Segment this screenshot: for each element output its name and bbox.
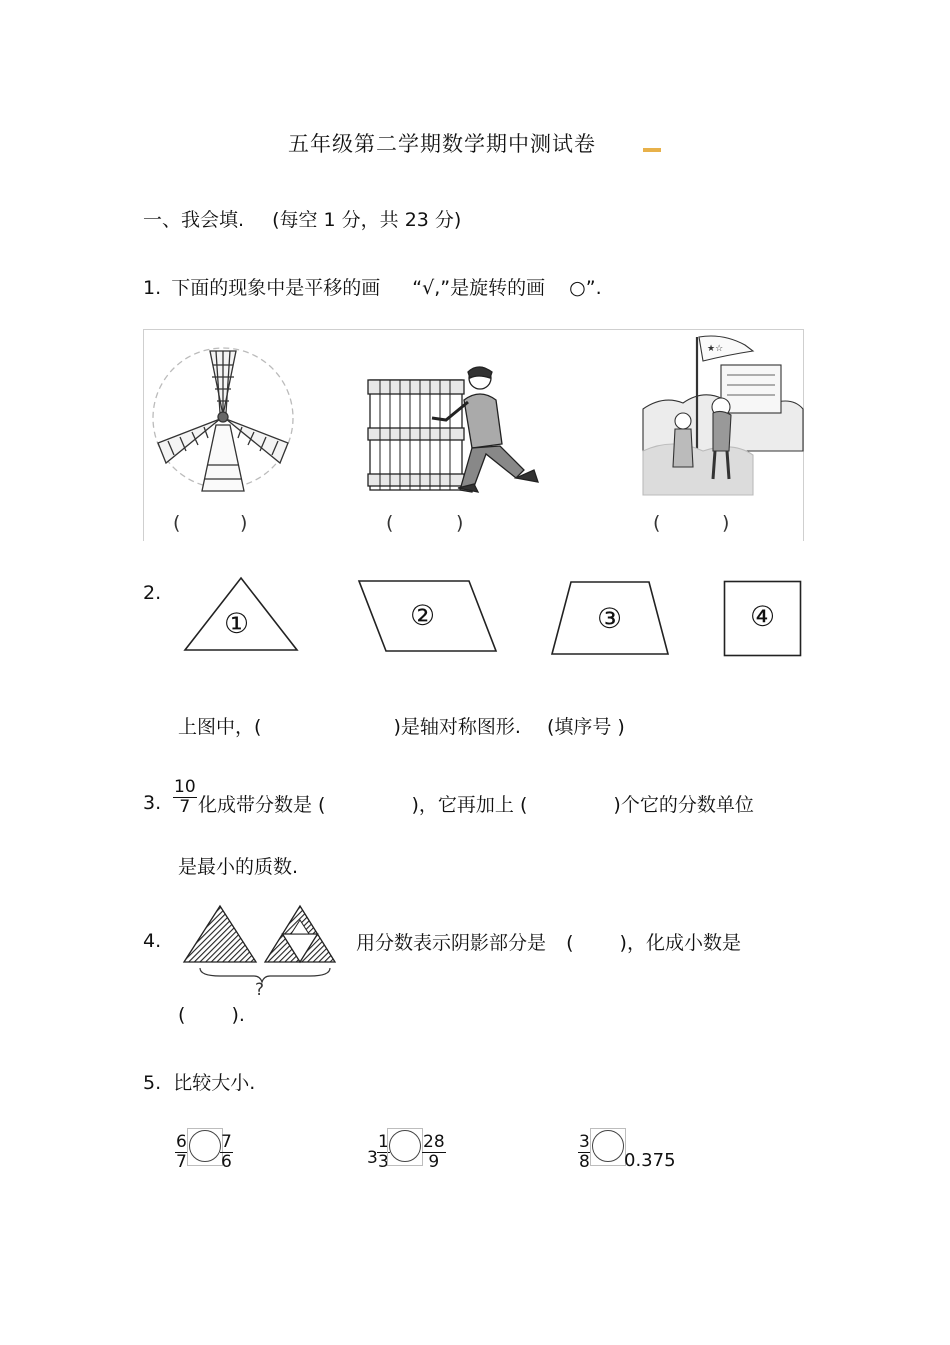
fraction-twenty-eight-ninths — [422, 1133, 446, 1172]
question-1 — [143, 273, 602, 300]
fraction-denominator: 7 — [176, 1152, 187, 1172]
page-title: 五年级第二学期数学期中测试卷 — [288, 132, 596, 156]
svg-text:★☆: ★☆ — [707, 344, 724, 354]
question-number: 5. — [143, 1072, 162, 1094]
question-text: 上图中，( — [178, 716, 262, 738]
fraction-numerator: 1 — [378, 1132, 389, 1152]
section-heading — [143, 205, 461, 232]
question-text: )是轴对称图形. — [393, 716, 521, 738]
question-text: 下面的现象中是平移的画 — [171, 277, 381, 299]
question-4-blank — [178, 1004, 245, 1026]
question-2-prompt — [178, 712, 625, 739]
shape-label: ③ — [597, 602, 623, 635]
question-number: 2. — [143, 582, 162, 604]
fraction-numerator: 10 — [174, 777, 196, 797]
answer-blank-close: ) — [240, 512, 248, 534]
answer-blank-close: ) — [722, 512, 730, 534]
answer-blank-open: ( — [178, 1004, 186, 1026]
answer-blank-open: ( — [653, 512, 661, 534]
question-number: 1. — [143, 277, 162, 299]
question-number: 4. — [143, 930, 162, 952]
question-3-text — [198, 790, 754, 817]
question-5-heading — [143, 1068, 255, 1095]
answer-blank-close: ) — [456, 512, 464, 534]
question-text: 用分数表示阴影部分是 — [356, 932, 547, 954]
fraction-denominator: 9 — [428, 1152, 440, 1172]
fraction-numerator: 3 — [579, 1132, 590, 1152]
fraction-denominator: 3 — [378, 1152, 389, 1172]
question-text: ). — [231, 1004, 245, 1026]
shape-label: ④ — [750, 600, 776, 633]
question-text: 是最小的质数. — [178, 856, 299, 878]
answer-blank-open: ( — [173, 512, 181, 534]
question-text: (填序号 ) — [546, 716, 625, 738]
question-text: ○”. — [569, 277, 602, 299]
question-text: )，它再加上 ( — [411, 794, 528, 816]
shape-label: ① — [224, 607, 250, 640]
question-text: )个它的分数单位 — [613, 794, 754, 816]
fraction-six-sevenths — [175, 1133, 188, 1172]
mixed-number-whole: 3 — [367, 1148, 378, 1168]
windmill-illustration — [150, 345, 300, 500]
fraction-three-eighths — [578, 1133, 591, 1172]
shape-label: ② — [410, 599, 436, 632]
comparison-circle[interactable] — [592, 1130, 624, 1162]
answer-blank-open: ( — [566, 932, 574, 954]
question-text: 化成带分数是 ( — [198, 794, 326, 816]
section-title: 一、我会填. — [143, 209, 245, 231]
flag-raising-illustration — [643, 333, 803, 495]
fraction-denominator: 8 — [579, 1152, 590, 1172]
fraction-ten-sevenths — [173, 778, 197, 817]
pushing-box-illustration — [368, 366, 548, 496]
answer-blank-open: ( — [386, 512, 394, 534]
fraction-numerator: 7 — [221, 1132, 232, 1152]
question-text: “√,”是旋转的画 — [412, 277, 546, 299]
fraction-numerator: 6 — [176, 1132, 187, 1152]
fraction-numerator: 28 — [423, 1132, 445, 1152]
figure-question-mark: ? — [255, 980, 265, 1000]
decimal-value: 0.375 — [624, 1150, 676, 1171]
fraction-seven-sixths — [220, 1133, 233, 1172]
question-text: )，化成小数是 — [619, 932, 741, 954]
question-number: 3. — [143, 792, 162, 814]
fraction-denominator: 7 — [179, 797, 191, 817]
section-scoring: (每空 1 分，共 23 分) — [272, 209, 462, 231]
question-text: 比较大小. — [173, 1072, 256, 1094]
comparison-circle[interactable] — [389, 1130, 421, 1162]
comparison-circle[interactable] — [189, 1130, 221, 1162]
question-4-text — [356, 928, 741, 955]
fraction-denominator: 6 — [221, 1152, 232, 1172]
highlight-mark — [643, 148, 661, 152]
